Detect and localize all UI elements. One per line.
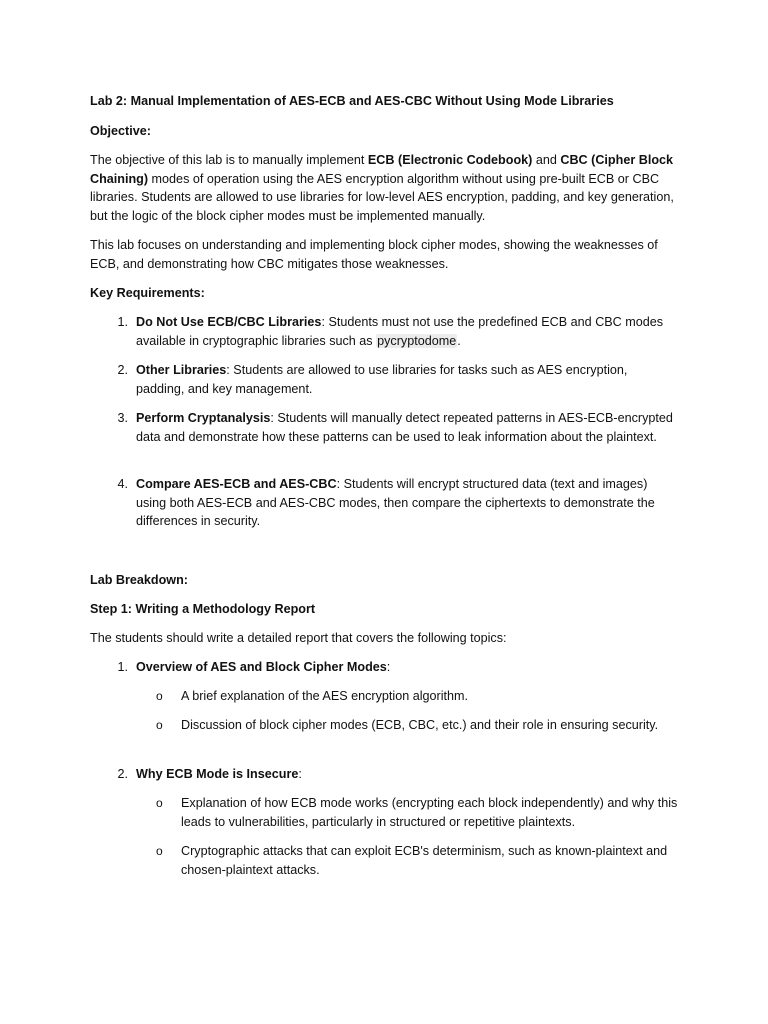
sub-bullet-text: Cryptographic attacks that can exploit ECB's determinism, such as known-plaintext and chosen-plaintext attacks.	[181, 844, 668, 877]
item-text	[136, 765, 678, 784]
item-body: : Students are allowed to use libraries for tasks such as AES encryption, padding, and key management.	[136, 363, 628, 396]
hollow-bullet-icon: o	[156, 689, 163, 703]
item-label: Perform Cryptanalysis	[136, 411, 271, 425]
item-text	[136, 658, 678, 677]
objective-heading: Objective:	[90, 124, 151, 138]
objective-paragraph-2: This lab focuses on understanding and implementing block cipher modes, showing the weaknesses of ECB, and demonstrating how CBC mitigates those weaknesses.	[90, 238, 658, 271]
objective-text-d: modes of operation using the AES encryption algorithm without using pre-built ECB or CBC libraries. Students are allowed to use libraries for low-level AES encryption, padding, and key generation, but the logic of the block cipher modes must be implemented manually.	[90, 171, 674, 223]
item-label: Other Libraries	[136, 363, 227, 377]
objective-paragraph-1	[90, 151, 680, 225]
hollow-bullet-icon: o	[156, 796, 163, 810]
topic-label: Overview of AES and Block Cipher Modes	[136, 660, 387, 674]
item-number: 2.	[117, 363, 128, 377]
topic-label: Why ECB Mode is Insecure	[136, 767, 299, 781]
topic-suffix: :	[386, 660, 391, 674]
sub-bullet-text: Discussion of block cipher modes (ECB, CBC, etc.) and their role in ensuring security.	[181, 718, 659, 732]
item-text	[136, 313, 678, 350]
sub-bullet-text: Explanation of how ECB mode works (encrypting each block independently) and why this leads to vulnerabilities, particularly in structured or repetitive plaintexts.	[181, 796, 678, 829]
hollow-bullet-icon: o	[156, 718, 163, 732]
breakdown-heading: Lab Breakdown:	[90, 573, 188, 587]
item-label: Compare AES-ECB and AES-CBC	[136, 477, 337, 491]
item-body: : Students must not use the predefined ECB and CBC modes available in cryptographic libraries such as	[136, 315, 664, 348]
cbc-term: CBC (Cipher Block Chaining)	[90, 153, 674, 186]
item-number: 2.	[117, 767, 128, 781]
document-title: Lab 2: Manual Implementation of AES-ECB and AES-CBC Without Using Mode Libraries	[90, 94, 614, 108]
item-number: 3.	[117, 411, 128, 425]
item-text	[136, 361, 678, 398]
item-end: .	[457, 333, 461, 348]
item-number: 1.	[117, 660, 128, 674]
library-name-code: pycryptodome	[377, 333, 457, 348]
item-number: 4.	[117, 477, 128, 491]
topic-suffix: :	[298, 767, 302, 781]
item-number: 1.	[117, 315, 128, 329]
hollow-bullet-icon: o	[156, 844, 163, 858]
objective-text-a: The objective of this lab is to manually implement	[90, 153, 368, 167]
item-body: : Students will manually detect repeated patterns in AES-ECB-encrypted data and demonstrate how these patterns can be used to leak information about the plaintext.	[136, 411, 673, 444]
item-body: : Students will encrypt structured data (text and images) using both AES-ECB and AES-CBC modes, then compare the ciphertexts to demonstrate the differences in security.	[136, 477, 655, 529]
item-label: Do Not Use ECB/CBC Libraries	[136, 315, 322, 329]
item-text	[136, 409, 678, 446]
ecb-term: ECB (Electronic Codebook)	[367, 153, 533, 167]
step1-heading: Step 1: Writing a Methodology Report	[90, 602, 316, 616]
objective-text-c: and	[532, 153, 561, 167]
step1-intro: The students should write a detailed report that covers the following topics:	[90, 631, 507, 645]
sub-bullet-text: A brief explanation of the AES encryption algorithm.	[181, 689, 469, 703]
requirements-heading: Key Requirements:	[90, 286, 205, 300]
item-text	[136, 475, 678, 531]
